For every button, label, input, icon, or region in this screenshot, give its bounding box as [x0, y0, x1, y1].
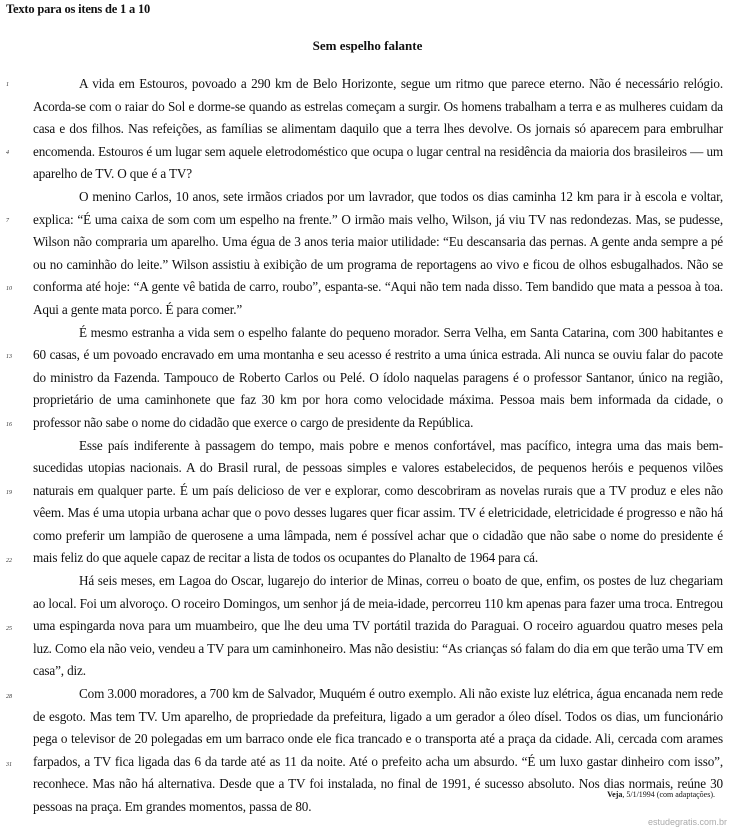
line-number: 16: [6, 422, 12, 428]
text-title: Sem espelho falante: [312, 38, 423, 53]
site-watermark: estudegratis.com.br: [647, 817, 727, 827]
line-number: 10: [6, 286, 12, 292]
paragraph: O menino Carlos, 10 anos, sete irmãos criados por um lavrador, que todos os dias caminha 12 km para ir à escola e voltar, explica: “É uma caixa de som com um espelho na frente.” O irmão mais velho, Wilson, já viu TV nas redondezas. Mas, se pudesse, Wilson não compraria um aparelho. Uma égua de 3 anos teria maior utilidade: “Eu descansaria das pernas. A gente anda sempre a pé ou no caminhão do leite.” Wilson assistiu à exibição de um programa de reportagens ao vivo e ficou de olhos esbugalhados. Não se conforma até hoje: “A gente vê batida de carro, roubo”, espanta-se. “Aqui não tem nada disso. Tem bandido que mata a pessoa à toa. Aqui a gente mata porco. É para comer.”: [33, 188, 723, 317]
line-number: 13: [6, 354, 12, 360]
line-number: 7: [6, 218, 9, 224]
paragraph: Esse país indiferente à passagem do tempo, mais pobre e menos confortável, mas pacífico, integra uma das mais bem-sucedidas utopias nacionais. A do Brasil rural, de pessoas simples e valores estabelecidos, de pequenos heróis e pequenos vilões naturais em qualquer parte. É um país delicioso de ver e explorar, como descobriram as novelas rurais que a TV produz e eles não vêem. Mas é uma utopia urbana achar que o povo desses lugares quer ficar assim. TV é eletricidade, eletricidade é progresso e não há como preferir um lampião de querosene a uma lâmpada, nem é possível achar que o cidadão que não sabe o nome do presidente é mais feliz do que aquele capaz de recitar a lista de todos os ocupantes do Planalto de 1964 para cá.: [33, 437, 723, 566]
paragraph: A vida em Estouros, povoado a 290 km de Belo Horizonte, segue um ritmo que parece eterno. Não é necessário relógio. Acorda-se com o raiar do Sol e dorme-se quando as estrelas começam a surgir. Os homens trabalham a terra e as mulheres cuidam da casa e dos filhos. Nas refeições, as famílias se alimentam daquilo que a terra lhes devolve. Os jornais só aparecem para embrulhar encomenda. Estouros é um lugar sem aquele eletrodoméstico que ocupa o lugar central na residência da maioria dos brasileiros — um aparelho de TV. O que é a TV?: [33, 76, 723, 182]
line-number: 19: [6, 490, 12, 496]
line-number: 1: [6, 82, 9, 88]
source-citation: [607, 790, 715, 799]
line-number: 31: [6, 762, 12, 768]
paragraph: Com 3.000 moradores, a 700 km de Salvador, Muquém é outro exemplo. Ali não existe luz elétrica, água encanada nem rede de esgoto. Mas tem TV. Um aparelho, de propriedade da prefeitura, ligado a um gerador a óleo dísel. Todos os dias, um funcionário pega o televisor de 20 polegadas em um barraco onde ele fica trancado e o transporta até a praça da cidade. Ali, cercada com arames farpados, a TV fica ligada das 6 da tarde até as 11 da noite. Até o prefeito acha um absurdo. “É um luxo gastar dinheiro com isso”, reconhece. Mas não há alternativa. Desde que a TV foi instalada, no final de 1991, é sucesso absoluto. Nos dias normais, reúne 30 pessoas na praça. Em grandes momentos, passa de 80.: [33, 686, 723, 814]
line-number: 25: [6, 626, 12, 632]
line-number: 22: [6, 558, 12, 564]
paragraph: É mesmo estranha a vida sem o espelho falante do pequeno morador. Serra Velha, em Santa Catarina, com 300 habitantes e 60 casas, é um povoado encravado em uma montanha e seu acesso é restrito a uma única estrada. Ali nunca se ouviu falar do pacote do ministro da Fazenda. Tampouco de Roberto Carlos ou Pelé. O ídolo naquelas paragens é o professor Santanor, único na região, proprietário de uma caminhonete que faz 30 km por hora como velocidade máxima. Pessoa mais bem informada da cidade, o professor não sabe o nome do cidadão que exerce o cargo de presidente da República.: [33, 324, 723, 430]
line-number: 4: [6, 150, 9, 156]
source-publication: Veja: [607, 790, 623, 799]
line-number: 28: [6, 694, 12, 700]
article-body: [33, 73, 723, 819]
source-details: , 5/1/1994 (com adaptações).: [622, 790, 715, 799]
header-label: Texto para os itens de 1 a 10: [6, 2, 151, 16]
paragraph: Há seis meses, em Lagoa do Oscar, lugarejo do interior de Minas, correu o boato de que, enfim, os postes de luz chegariam ao local. Foi um alvoroço. O roceiro Domingos, um senhor já de meia-idade, percorreu 110 km apenas para fazer uma troca. Entregou uma espingarda nova para um muambeiro, que lhe deu uma TV portátil trazida do Paraguai. O roceiro aguardou quatro meses pela luz. Como ela não veio, vendeu a TV para um caminhoneiro. Mas não desistiu: “As crianças só falam do dia em que terão uma TV em casa”, diz.: [33, 573, 723, 679]
